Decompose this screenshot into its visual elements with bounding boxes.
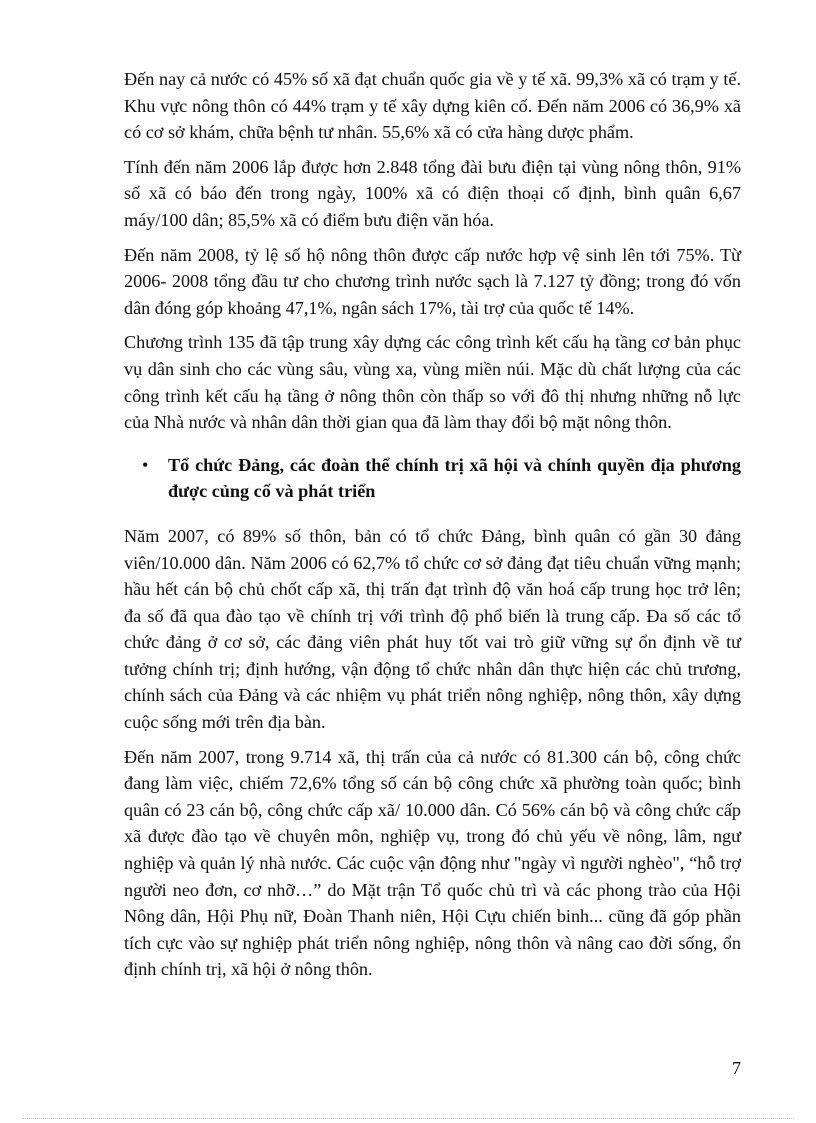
- bullet-heading-text: Tổ chức Đảng, các đoàn thể chính trị xã hội và chính quyền địa phương được củng cố và phát triển: [168, 454, 741, 502]
- paragraph-water: Đến năm 2008, tỷ lệ số hộ nông thôn được cấp nước hợp vệ sinh lên tới 75%. Từ 2006- 2008 tổng đầu tư cho chương trình nước sạch là 7.127 tỷ đồng; trong đó vốn dân đóng góp khoảng 47,1%, ngân sách 17%, tài trợ của quốc tế 14%.: [124, 244, 741, 318]
- paragraph-program-135: Chương trình 135 đã tập trung xây dựng các công trình kết cấu hạ tầng cơ bản phục vụ dân sinh cho các vùng sâu, vùng xa, vùng miền núi. Mặc dù chất lượng của các công trình kết cấu hạ tầng ở nông thôn còn thấp so với đô thị nhưng những nỗ lực của Nhà nước và nhân dân thời gian qua đã làm thay đổi bộ mặt nông thôn.: [124, 332, 741, 433]
- bullet-dot-icon: •: [142, 454, 149, 475]
- page-bottom-divider: [22, 1118, 794, 1119]
- page-number: 7: [732, 1058, 741, 1078]
- paragraph-postal: Tính đến năm 2006 lắp được hơn 2.848 tổng đài bưu điện tại vùng nông thôn, 91% số xã có báo đến trong ngày, 100% xã có điện thoại cố định, bình quân 6,67 máy/100 dân; 85,5% xã có điểm bưu điện văn hóa.: [124, 156, 741, 230]
- paragraph-officials: Đến năm 2007, trong 9.714 xã, thị trấn của cả nước có 81.300 cán bộ, công chức đang làm việc, chiếm 72,6% tổng số cán bộ công chức xã phường toàn quốc; bình quân có 23 cán bộ, công chức cấp xã/ 10.000 dân. Có 56% cán bộ và công chức cấp xã được đào tạo về chuyên môn, nghiệp vụ, trong đó chủ yếu về nông, lâm, ngư nghiệp và quản lý nhà nước. Các cuộc vận động như "ngày vì người nghèo", “hỗ trợ người neo đơn, cơ nhỡ…” do Mặt trận Tổ quốc chủ trì và các phong trào của Hội Nông dân, Hội Phụ nữ, Đoàn Thanh niên, Hội Cựu chiến binh... cũng đã góp phần tích cực vào sự nghiệp phát triển nông nghiệp, nông thôn và nâng cao đời sống, ổn định chính trị, xã hội ở nông thôn.: [124, 746, 741, 980]
- paragraph-party: Năm 2007, có 89% số thôn, bản có tổ chức Đảng, bình quân có gần 30 đảng viên/10.000 dân. Năm 2006 có 62,7% tổ chức cơ sở đảng đạt tiêu chuẩn vững mạnh; hầu hết cán bộ chủ chốt cấp xã, thị trấn đạt trình độ văn hoá cấp trung học trở lên; đa số đã qua đào tạo về chính trị với trình độ phổ biến là trung cấp. Đa số các tổ chức đảng ở cơ sở, các đảng viên phát huy tốt vai trò giữ vững sự ổn định về tư tưởng chính trị; định hướng, vận động tổ chức nhân dân thực hiện các chủ trương, chính sách của Đảng và các nhiệm vụ phát triển nông nghiệp, nông thôn, xây dựng cuộc sống mới trên địa bàn.: [124, 525, 741, 733]
- bullet-heading: [124, 452, 741, 505]
- page-content: [124, 66, 741, 991]
- paragraph-health: Đến nay cả nước có 45% số xã đạt chuẩn quốc gia về y tế xã. 99,3% xã có trạm y tế. Khu vực nông thôn có 44% trạm y tế xây dựng kiên cố. Đến năm 2006 có 36,9% xã có cơ sở khám, chữa bệnh tư nhân. 55,6% xã có cửa hàng dược phẩm.: [124, 69, 741, 143]
